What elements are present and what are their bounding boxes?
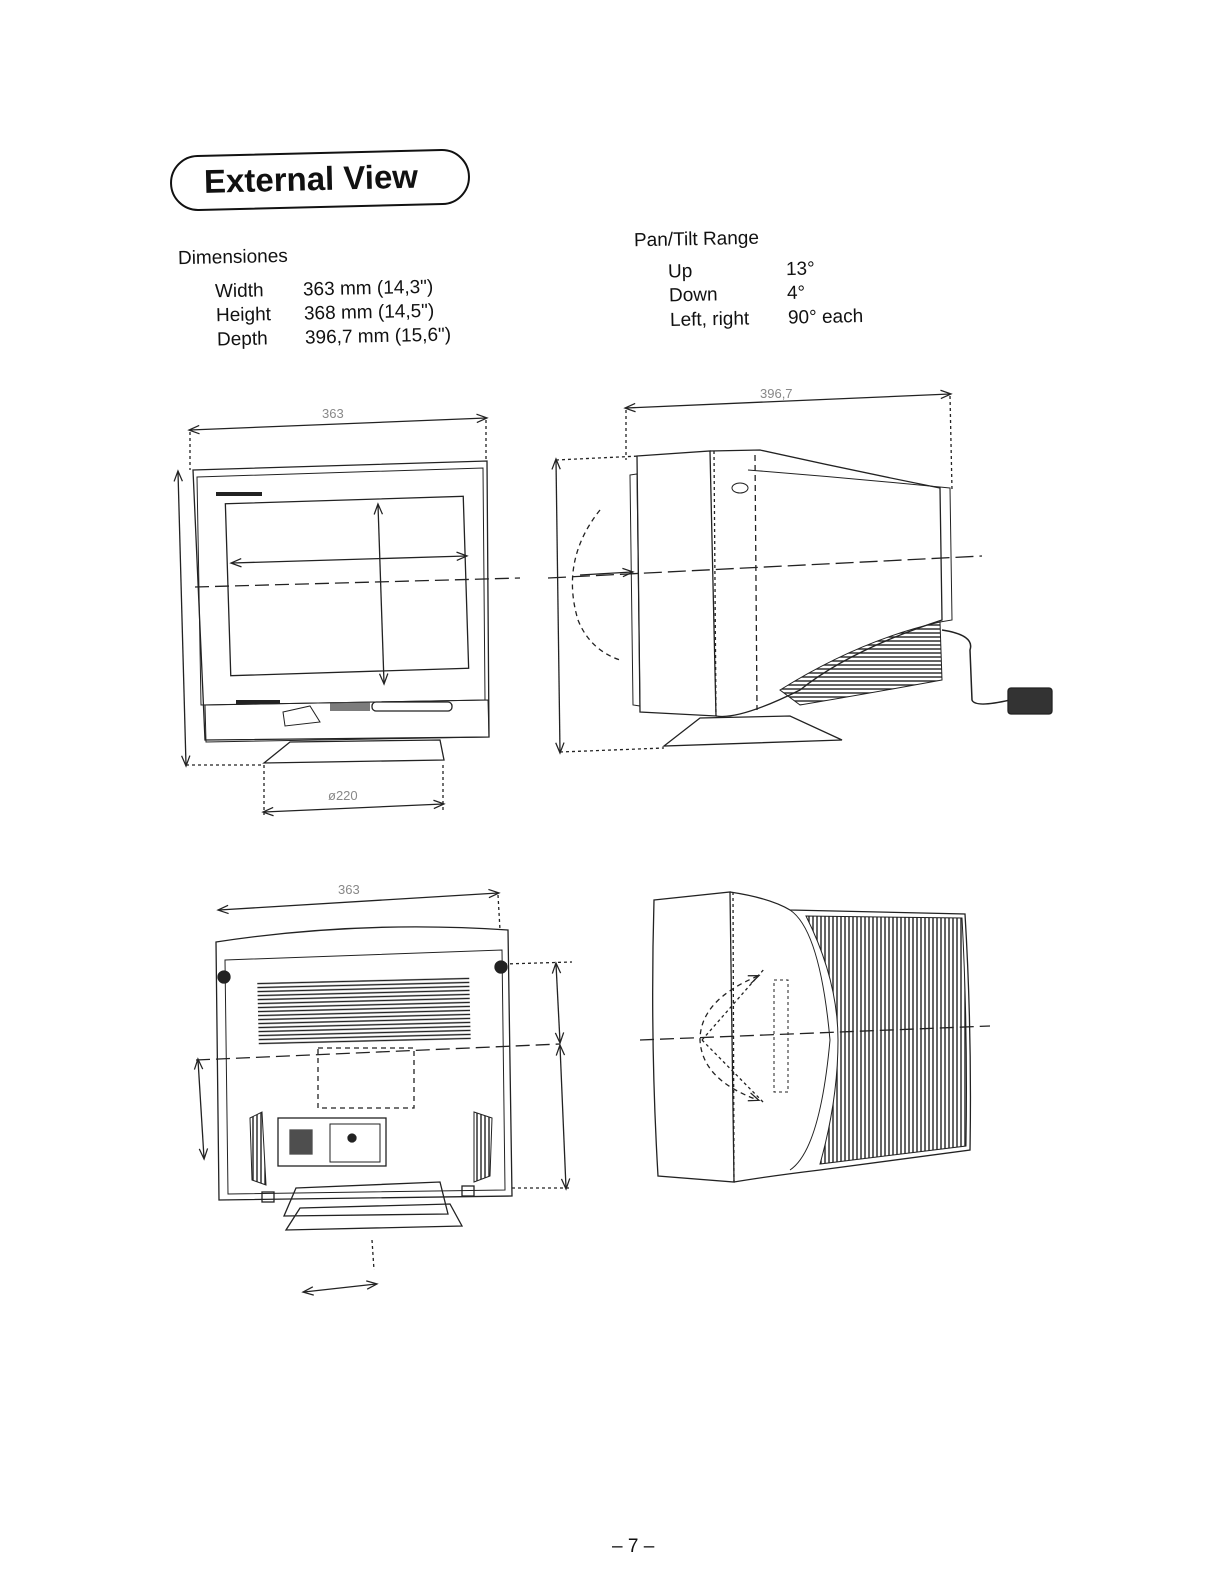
dimension-label: Width <box>214 280 264 303</box>
rear-width-dimension-label: 363 <box>338 882 360 897</box>
pan-tilt-label: Left, right <box>669 308 750 332</box>
dimension-value: 363 mm (14,3") <box>302 276 434 301</box>
side-view-drawing <box>548 386 1052 752</box>
front-width-dimension-label: 363 <box>322 406 344 421</box>
pan-tilt-label: Up <box>667 261 693 283</box>
front-view-drawing <box>178 406 520 815</box>
dimension-value: 396,7 mm (15,6") <box>304 324 452 349</box>
pan-tilt-label: Down <box>668 284 718 307</box>
rear-view-drawing <box>196 882 572 1292</box>
pan-tilt-value: 90° each <box>787 305 864 329</box>
base-diameter-dimension-label: ø220 <box>328 788 358 803</box>
dimension-value: 368 mm (14,5") <box>303 300 435 325</box>
pan-tilt-value: 13° <box>785 258 815 281</box>
page-number: – 7 – <box>612 1536 655 1557</box>
dimensions-heading: Dimensiones <box>177 245 289 270</box>
pan-tilt-value: 4° <box>786 282 806 304</box>
pan-tilt-heading: Pan/Tilt Range <box>633 227 760 252</box>
dimension-label: Depth <box>216 328 268 351</box>
page-title: External View <box>203 157 419 200</box>
side-depth-dimension-label: 396,7 <box>760 386 793 401</box>
dimension-label: Height <box>215 304 272 327</box>
top-view-drawing <box>640 892 990 1182</box>
